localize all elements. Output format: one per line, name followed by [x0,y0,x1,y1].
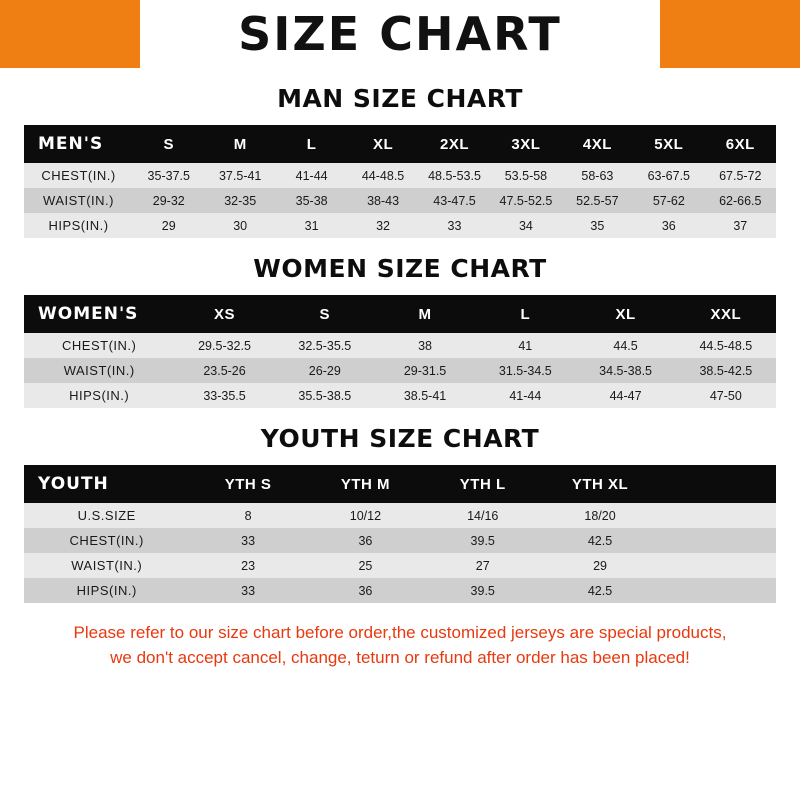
cell: 44.5 [575,333,675,358]
column-header: 3XL [490,125,561,163]
table-row [24,553,776,578]
cell: 23 [189,553,306,578]
column-header: XL [575,295,675,333]
cell [659,528,776,553]
cell: 37 [705,213,776,238]
table-row [24,528,776,553]
row-label: WAIST(IN.) [24,358,174,383]
header-banner-inner [140,0,660,68]
column-header [659,465,776,503]
cell: 41 [475,333,575,358]
cell: 8 [189,503,306,528]
row-label: U.S.SIZE [24,503,189,528]
cell: 35 [562,213,633,238]
cell [659,503,776,528]
footer-note [0,621,800,670]
cell: 36 [307,578,424,603]
cell: 44-47 [575,383,675,408]
cell: 63-67.5 [633,163,704,188]
cell: 25 [307,553,424,578]
cell: 32.5-35.5 [275,333,375,358]
section-man [0,84,800,238]
cell: 31.5-34.5 [475,358,575,383]
table-header-row [24,465,776,503]
section-youth [0,424,800,603]
cell: 37.5-41 [204,163,275,188]
column-header: M [375,295,475,333]
cell: 33 [419,213,490,238]
column-header: S [133,125,204,163]
table-row [24,188,776,213]
footer-note-line2: we don't accept cancel, change, teturn or refund after order has been placed! [110,647,690,667]
row-label: CHEST(IN.) [24,333,174,358]
column-header: YTH XL [541,465,658,503]
column-header: XXL [676,295,776,333]
cell: 33 [189,528,306,553]
cell: 44.5-48.5 [676,333,776,358]
column-header: YTH L [424,465,541,503]
cell: 18/20 [541,503,658,528]
header-banner [0,0,800,68]
cell: 41-44 [276,163,347,188]
cell: 23.5-26 [174,358,274,383]
cell [659,578,776,603]
cell: 35-37.5 [133,163,204,188]
cell: 29-31.5 [375,358,475,383]
cell: 36 [307,528,424,553]
column-header: YTH M [307,465,424,503]
row-label: HIPS(IN.) [24,383,174,408]
cell: 26-29 [275,358,375,383]
section-title-women: WOMEN SIZE CHART [253,254,547,283]
table-row [24,503,776,528]
table-row [24,163,776,188]
women-size-table [24,295,776,408]
column-header: 5XL [633,125,704,163]
row-label: CHEST(IN.) [24,528,189,553]
table-row-header-label: WOMEN'S [24,295,174,333]
column-header: 6XL [705,125,776,163]
column-header: L [276,125,347,163]
cell: 27 [424,553,541,578]
cell: 44-48.5 [347,163,418,188]
cell: 38-43 [347,188,418,213]
page-title: SIZE CHART [238,7,562,61]
cell: 57-62 [633,188,704,213]
cell: 36 [633,213,704,238]
table-row-header-label: YOUTH [24,465,189,503]
row-label: CHEST(IN.) [24,163,133,188]
section-title-man: MAN SIZE CHART [277,84,523,113]
cell: 33 [189,578,306,603]
cell: 29 [133,213,204,238]
table-row [24,333,776,358]
cell: 33-35.5 [174,383,274,408]
row-label: HIPS(IN.) [24,578,189,603]
column-header: XS [174,295,274,333]
man-size-table [24,125,776,238]
section-women [0,254,800,408]
cell: 48.5-53.5 [419,163,490,188]
cell: 35-38 [276,188,347,213]
cell: 47-50 [676,383,776,408]
cell: 32-35 [204,188,275,213]
cell [659,553,776,578]
cell: 67.5-72 [705,163,776,188]
cell: 53.5-58 [490,163,561,188]
cell: 39.5 [424,578,541,603]
cell: 29-32 [133,188,204,213]
cell: 14/16 [424,503,541,528]
cell: 42.5 [541,578,658,603]
row-label: WAIST(IN.) [24,553,189,578]
cell: 32 [347,213,418,238]
cell: 62-66.5 [705,188,776,213]
cell: 41-44 [475,383,575,408]
cell: 58-63 [562,163,633,188]
cell: 42.5 [541,528,658,553]
cell: 30 [204,213,275,238]
column-header: M [204,125,275,163]
row-label: HIPS(IN.) [24,213,133,238]
table-row [24,358,776,383]
column-header: 4XL [562,125,633,163]
section-title-youth: YOUTH SIZE CHART [260,424,540,453]
table-header-row [24,295,776,333]
cell: 34 [490,213,561,238]
column-header: XL [347,125,418,163]
table-row [24,383,776,408]
cell: 47.5-52.5 [490,188,561,213]
cell: 29.5-32.5 [174,333,274,358]
table-row-header-label: MEN'S [24,125,133,163]
cell: 34.5-38.5 [575,358,675,383]
cell: 35.5-38.5 [275,383,375,408]
cell: 38.5-42.5 [676,358,776,383]
cell: 10/12 [307,503,424,528]
table-header-row [24,125,776,163]
cell: 52.5-57 [562,188,633,213]
column-header: L [475,295,575,333]
cell: 38.5-41 [375,383,475,408]
column-header: 2XL [419,125,490,163]
cell: 38 [375,333,475,358]
column-header: S [275,295,375,333]
table-row [24,578,776,603]
cell: 39.5 [424,528,541,553]
cell: 31 [276,213,347,238]
table-row [24,213,776,238]
column-header: YTH S [189,465,306,503]
footer-note-line1: Please refer to our size chart before order,the customized jerseys are special products, [73,623,727,642]
row-label: WAIST(IN.) [24,188,133,213]
youth-size-table [24,465,776,603]
cell: 29 [541,553,658,578]
cell: 43-47.5 [419,188,490,213]
